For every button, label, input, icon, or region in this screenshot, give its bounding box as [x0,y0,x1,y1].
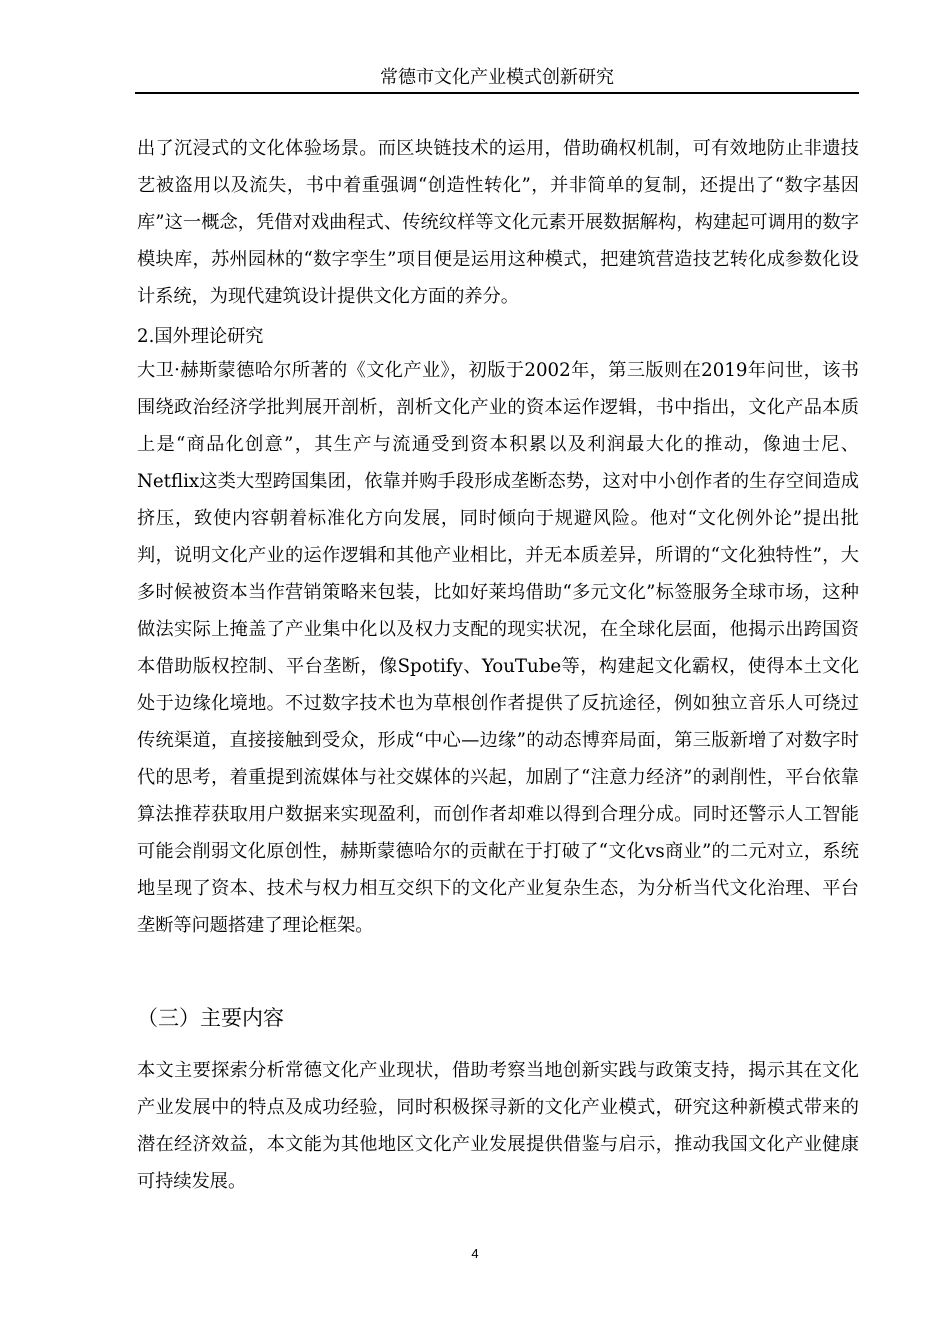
page-number: 4 [471,1246,479,1261]
header-divider [135,92,859,94]
running-header: 常德市文化产业模式创新研究 [380,67,614,88]
paragraph-digital-heritage: 出了沉浸式的文化体验场景。而区块链技术的运用，借助确权机制，可有效地防止非遗技艺被盗用以及流失，书中着重强调“创造性转化”，并非简单的复制，还提出了“数字基因库”这一概念，凭借对戏曲程式、传统纹样等文化元素开展数据解构，构建起可调用的数字模块库，苏州园林的“数字孪生”项目便是运用这种模式，把建筑营造技艺转化成参数化设计系统，为现代建筑设计提供文化方面的养分。 [137,138,859,307]
paragraph-main-content: 本文主要探索分析常德文化产业现状，借助考察当地创新实践与政策支持，揭示其在文化产业发展中的特点及成功经验，同时积极探寻新的文化产业模式，研究这种新模式带来的潜在经济效益，本文能为其他地区文化产业发展提供借鉴与启示，推动我国文化产业健康可持续发展。 [137,1060,859,1192]
section-heading-main-content: （三）主要内容 [137,1006,284,1030]
subheading-foreign-theory: 2.国外理论研究 [137,326,264,347]
paragraph-hesmondhalgh: 大卫·赫斯蒙德哈尔所著的《文化产业》，初版于2002年，第三版则在2019年问世，该书围绕政治经济学批判展开剖析，剖析文化产业的资本运作逻辑，书中指出，文化产品本质上是“商品化创意”，其生产与流通受到资本积累以及利润最大化的推动，像迪士尼、Netflix这类大型跨国集团，依靠并购手段形成垄断态势，这对中小创作者的生存空间造成挤压，致使内容朝着标准化方向发展，同时倾向于规避风险。他对“文化例外论”提出批判，说明文化产业的运作逻辑和其他产业相比，并无本质差异，所谓的“文化独特性”，大多时候被资本当作营销策略来包装，比如好莱坞借助“多元文化”标签服务全球市场，这种做法实际上掩盖了产业集中化以及权力支配的现实状况，在全球化层面，他揭示出跨国资本借助版权控制、平台垄断，像Spotify、YouTube等，构建起文化霸权，使得本土文化处于边缘化境地。不过数字技术也为草根创作者提供了反抗途径，例如独立音乐人可绕过传统渠道，直接接触到受众，形成“中心—边缘”的动态博弈局面，第三版新增了对数字时代的思考，着重提到流媒体与社交媒体的兴起，加剧了“注意力经济”的剥削性，平台依靠算法推荐获取用户数据来实现盈利，而创作者却难以得到合理分成。同时还警示人工智能可能会削弱文化原创性，赫斯蒙德哈尔的贡献在于打破了“文化vs商业”的二元对立，系统地呈现了资本、技术与权力相互交织下的文化产业复杂生态，为分析当代文化治理、平台垄断等问题搭建了理论框架。 [137,360,859,936]
